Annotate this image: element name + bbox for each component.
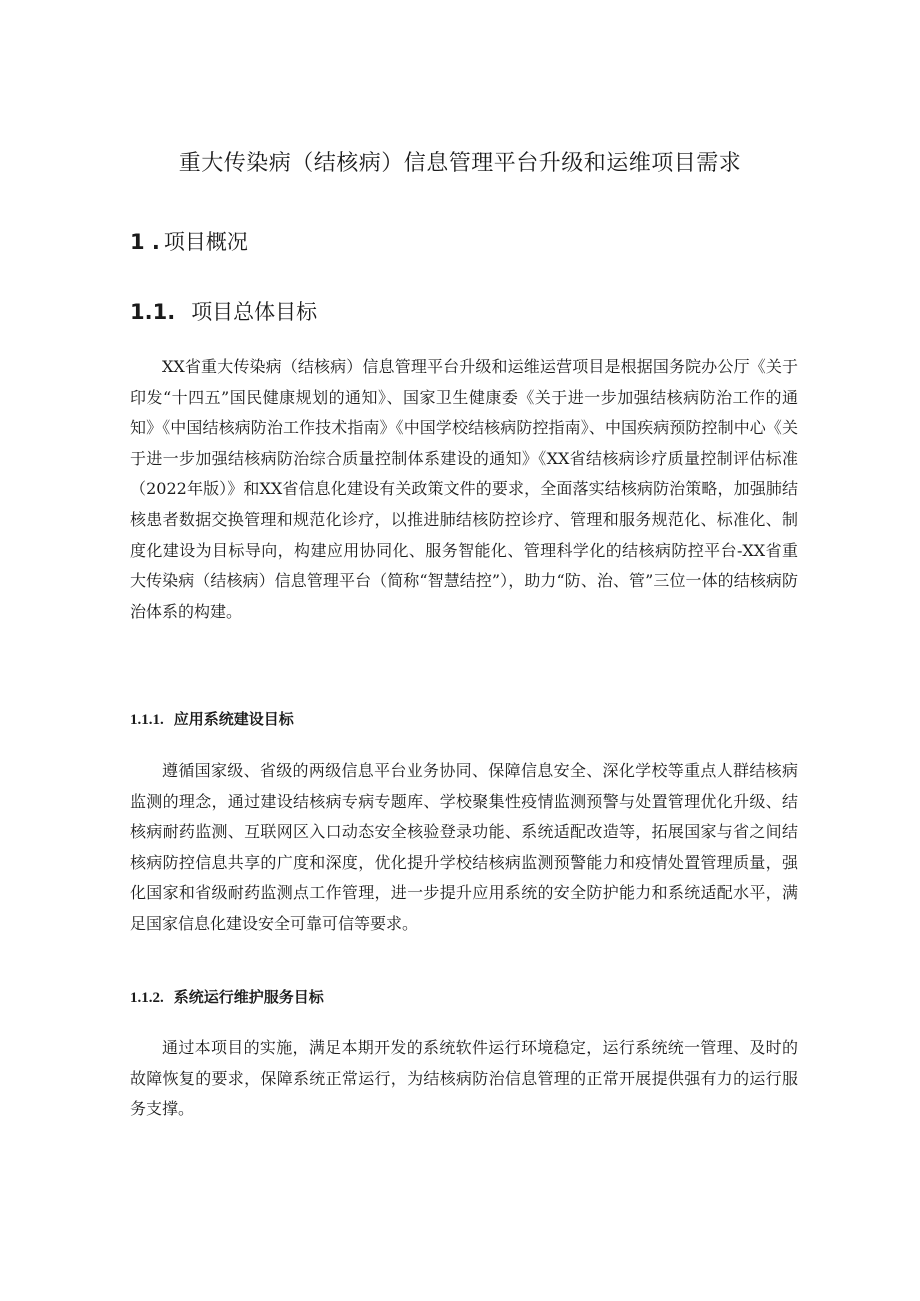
section-1-heading — [130, 226, 248, 256]
section-1-1-1-number: 1.1.1. — [130, 712, 164, 728]
section-1-1-title: 项目总体目标 — [191, 300, 318, 324]
section-1-1-paragraph: XX省重大传染病（结核病）信息管理平台升级和运维运营项目是根据国务院办公厅《关于印发“十四五”国民健康规划的通知》、国家卫生健康委《关于进一步加强结核病防治工作的通知》《中国结核病防治工作技术指南》《中国学校结核病防控指南》、中国疾病预防控制中心《关于进一步加强结核病防治综合质量控制体系建设的通知》《XX省结核病诊疗质量控制评估标准（2022年版）》和XX省信息化建设有关政策文件的要求，全面落实结核病防治策略，加强肺结核患者数据交换管理和规范化诊疗，以推进肺结核防控诊疗、管理和服务规范化、标准化、制度化建设为目标导向，构建应用协同化、服务智能化、管理科学化的结核病防控平台-XX省重大传染病（结核病）信息管理平台（简称“智慧结控”），助力“防、治、管”三位一体的结核病防治体系的构建。 — [130, 357, 798, 621]
section-1-1-2-paragraph: 通过本项目的实施，满足本期开发的系统软件运行环境稳定，运行系统统一管理、及时的故障恢复的要求，保障系统正常运行，为结核病防治信息管理的正常开展提供强有力的运行服务支撑。 — [130, 1038, 798, 1119]
section-1-1-1-title: 应用系统建设目标 — [173, 710, 294, 728]
section-1-title: 项目概况 — [163, 230, 248, 254]
section-1-1-2-title: 系统运行维护服务目标 — [173, 988, 324, 1006]
section-1-1-2-heading — [130, 986, 324, 1007]
section-1-1-1-paragraph: 遵循国家级、省级的两级信息平台业务协同、保障信息安全、深化学校等重点人群结核病监测的理念，通过建设结核病专病专题库、学校聚集性疫情监测预警与处置管理优化升级、结核病耐药监测、互联网区入口动态安全核验登录功能、系统适配改造等，拓展国家与省之间结核病防控信息共享的广度和深度，优化提升学校结核病监测预警能力和疫情处置管理质量，强化国家和省级耐药监测点工作管理，进一步提升应用系统的安全防护能力和系统适配水平，满足国家信息化建设安全可靠可信等要求。 — [130, 761, 798, 933]
section-1-1-number: 1.1. — [130, 300, 176, 324]
section-1-1-heading — [130, 296, 317, 326]
section-1-number: 1 . — [130, 230, 160, 254]
section-1-1-1-heading — [130, 708, 294, 729]
section-1-1-2-number: 1.1.2. — [130, 990, 164, 1006]
document-title: 重大传染病（结核病）信息管理平台升级和运维项目需求 — [178, 151, 742, 176]
